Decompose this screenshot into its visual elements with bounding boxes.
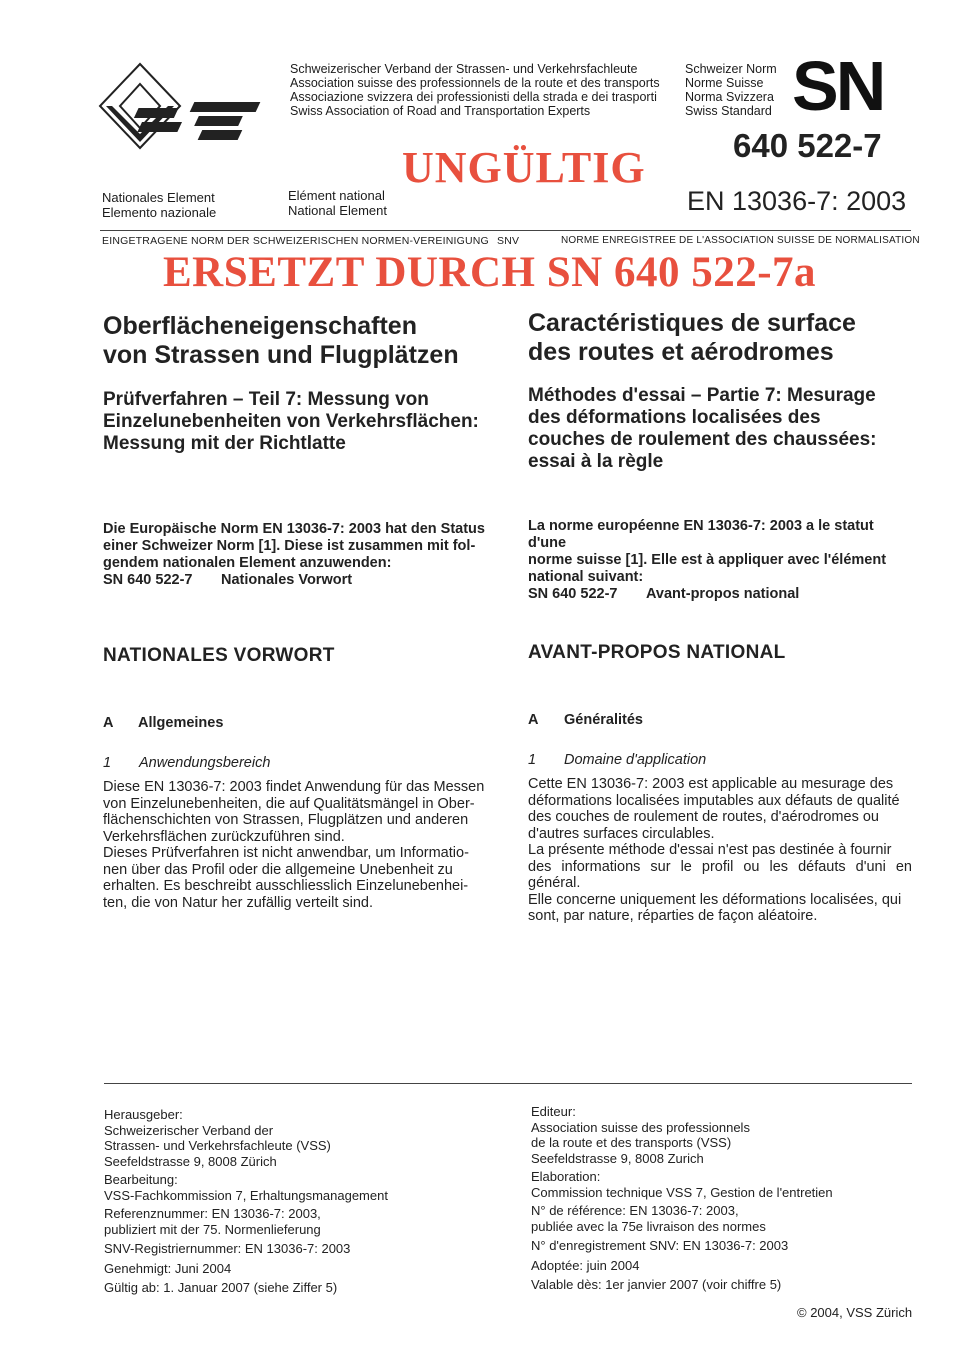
title-line: Caractéristiques de surface xyxy=(528,309,856,337)
status-line: La norme européenne EN 13036-7: 2003 a le statut d'une xyxy=(528,518,874,551)
status-line: einer Schweizer Norm [1]. Diese ist zusammen mit fol- xyxy=(103,538,476,554)
title-line: des routes et aérodromes xyxy=(528,338,834,366)
association-line: Association suisse des professionnels de la route et des transports xyxy=(290,76,660,90)
registered-mid: SNV xyxy=(497,235,520,247)
body-line: Elle concerne uniquement les déformations localisées, qui xyxy=(528,891,902,908)
footer-line: Genehmigt: Juni 2004 xyxy=(104,1260,232,1276)
replaced-stamp: ERSETZT DURCH SN 640 522-7a xyxy=(163,249,817,296)
title-fr xyxy=(528,309,856,367)
footer-line: Adoptée: juin 2004 xyxy=(531,1257,640,1273)
subtitle-line: Méthodes d'essai – Partie 7: Mesurage xyxy=(528,385,876,406)
subheading-fr xyxy=(528,712,643,728)
section-heading-de: NATIONALES VORWORT xyxy=(103,645,335,666)
element-label: Nationales Element xyxy=(102,190,215,205)
footer-line: SNV-Registriernummer: EN 13036-7: 2003 xyxy=(104,1241,351,1256)
footer-line: Strassen- und Verkehrsfachleute (VSS) xyxy=(104,1138,331,1153)
footer-line: de la route et des transports (VSS) xyxy=(531,1135,732,1150)
status-ref xyxy=(528,586,913,603)
registered-right: NORME ENREGISTREE DE L'ASSOCIATION SUISSE DE NORMALISATION xyxy=(561,235,920,246)
en-number: EN 13036-7: 2003 xyxy=(687,186,907,216)
association-line: Swiss Association of Road and Transportation Experts xyxy=(290,104,591,118)
subheading-de xyxy=(103,715,223,731)
footer-line: N° d'enregistrement SNV: EN 13036-7: 2003 xyxy=(531,1238,789,1253)
subtitle-de xyxy=(103,389,479,455)
subheading-title: Allgemeines xyxy=(138,715,224,731)
title-de xyxy=(103,312,459,370)
norm-line: Norme Suisse xyxy=(685,76,764,90)
status-ref-text: Nationales Vorwort xyxy=(221,572,353,588)
body-line: flächenschichten von Strassen, Flugplätzen und anderen xyxy=(103,812,469,828)
footer-line: Schweizerischer Verband der xyxy=(104,1122,274,1138)
sn-logo: SN xyxy=(792,47,884,125)
body-line: Cette EN 13036-7: 2003 est applicable au mesurage des xyxy=(528,776,894,792)
subtitle-fr xyxy=(528,385,876,473)
footer-rule xyxy=(104,1083,912,1084)
body-line: des couches de roulement de routes, d'aérodromes ou xyxy=(528,809,879,825)
status-line: Die Europäische Norm EN 13036-7: 2003 hat den Status xyxy=(103,521,485,537)
item-heading-fr xyxy=(528,752,706,768)
footer-line: VSS-Fachkommission 7, Erhaltungsmanagement xyxy=(104,1187,388,1203)
element-label-fr-en xyxy=(288,188,387,218)
status-de xyxy=(103,521,488,589)
subheading-letter: A xyxy=(103,715,114,731)
status-ref xyxy=(103,572,488,589)
norm-line: Swiss Standard xyxy=(685,104,772,118)
body-line: nen über das Profil oder die allgemeine Unebenheit zu xyxy=(103,861,453,878)
vss-logo xyxy=(98,62,283,152)
subtitle-line: essai à la règle xyxy=(528,451,664,472)
norm-number: 640 522-7 xyxy=(733,127,882,164)
title-line: von Strassen und Flugplätzen xyxy=(103,341,459,369)
copyright: © 2004, VSS Zürich xyxy=(797,1305,913,1320)
subtitle-line: Einzelunebenheiten von Verkehrsflächen: xyxy=(103,411,479,432)
subtitle-line: couches de roulement des chaussées: xyxy=(528,429,877,450)
subheading-title: Généralités xyxy=(564,712,643,728)
status-line: gendem nationalen Element anzuwenden: xyxy=(103,555,392,571)
footer-line: publiée avec la 75e livraison des normes xyxy=(531,1218,766,1234)
body-fr xyxy=(528,776,912,925)
status-line: national suivant: xyxy=(528,569,644,585)
association-line: Schweizerischer Verband der Strassen- und Verkehrsfachleute xyxy=(290,62,638,76)
invalid-stamp: UNGÜLTIG xyxy=(402,143,646,192)
subheading-letter: A xyxy=(528,712,539,728)
body-line: erhalten. Es beschreibt ausschliesslich Einzelunebenhei- xyxy=(103,878,469,894)
status-fr xyxy=(528,518,913,603)
footer-line: Seefeldstrasse 9, 8008 Zurich xyxy=(531,1150,704,1166)
norm-names xyxy=(685,62,777,118)
item-title: Anwendungsbereich xyxy=(139,755,271,771)
element-label-de-it xyxy=(102,190,216,220)
footer-line: Commission technique VSS 7, Gestion de l'entretien xyxy=(531,1184,833,1200)
status-ref-text: Avant-propos national xyxy=(646,586,800,602)
footer-line: publiziert mit der 75. Normenlieferung xyxy=(104,1221,321,1237)
norm-line: Norma Svizzera xyxy=(685,90,774,104)
norm-line: Schweizer Norm xyxy=(685,62,777,76)
item-number: 1 xyxy=(528,752,537,768)
footer-line: Editeur: xyxy=(531,1104,576,1119)
status-line: norme suisse [1]. Elle est à appliquer avec l'élément xyxy=(528,552,887,568)
footer-line: Herausgeber: xyxy=(104,1107,183,1122)
item-title: Domaine d'application xyxy=(564,752,707,768)
footer-line: Bearbeitung: xyxy=(104,1172,178,1187)
footer-line: Association suisse des professionnels xyxy=(531,1119,750,1135)
footer-line: Elaboration: xyxy=(531,1169,601,1184)
body-line: sont, par nature, réparties de façon aléatoire. xyxy=(528,908,818,924)
body-line: La présente méthode d'essai n'est pas destinée à fournir xyxy=(528,842,892,858)
subtitle-line: Messung mit der Richtlatte xyxy=(103,433,346,454)
publisher-info-de xyxy=(104,1107,388,1296)
body-line: von Einzelunebenheiten, die auf Qualitätsmängel in Ober- xyxy=(103,795,475,812)
element-label: Elément national xyxy=(288,188,385,203)
publisher-info-fr xyxy=(531,1104,833,1293)
association-line: Associazione svizzera dei professionisti della strada e dei trasporti xyxy=(290,90,657,104)
title-line: Oberflächeneigenschaften xyxy=(103,312,417,340)
element-label: Elemento nazionale xyxy=(102,205,217,220)
association-names xyxy=(290,62,660,118)
header-rule xyxy=(100,230,911,231)
subtitle-line: des déformations localisées des xyxy=(528,407,821,428)
item-heading-de xyxy=(103,755,270,771)
body-line: d'autres surfaces circulables. xyxy=(528,825,715,842)
body-de xyxy=(103,779,488,911)
subtitle-line: Prüfverfahren – Teil 7: Messung von xyxy=(103,389,429,410)
item-number: 1 xyxy=(103,755,112,771)
body-line: Diese EN 13036-7: 2003 findet Anwendung für das Messen xyxy=(103,779,485,795)
body-line: ten, die von Natur her zufällig verteilt sind. xyxy=(103,894,373,911)
footer-line: Valable dès: 1er janvier 2007 (voir chiffre 5) xyxy=(531,1277,782,1292)
footer-line: Gültig ab: 1. Januar 2007 (siehe Ziffer 5) xyxy=(104,1280,338,1295)
body-line: déformations localisées imputables aux défauts de qualité xyxy=(528,792,900,809)
body-line: Dieses Prüfverfahren ist nicht anwendbar, um Informatio- xyxy=(103,845,469,861)
element-label: National Element xyxy=(288,203,387,218)
body-line: Verkehrsflächen zurückzuführen sind. xyxy=(103,828,345,845)
footer-line: Referenznummer: EN 13036-7: 2003, xyxy=(104,1206,321,1221)
body-line: des informations sur le profil ou les défauts d'uni en général. xyxy=(528,858,912,891)
registered-left: EINGETRAGENE NORM DER SCHWEIZERISCHEN NORMEN-VEREINIGUNG xyxy=(102,235,489,247)
status-ref-number: SN 640 522-7 xyxy=(103,572,193,588)
section-heading-fr: AVANT-PROPOS NATIONAL xyxy=(528,642,786,663)
footer-line: N° de référence: EN 13036-7: 2003, xyxy=(531,1203,739,1218)
status-ref-number: SN 640 522-7 xyxy=(528,586,618,602)
footer-line: Seefeldstrasse 9, 8008 Zürich xyxy=(104,1153,277,1169)
